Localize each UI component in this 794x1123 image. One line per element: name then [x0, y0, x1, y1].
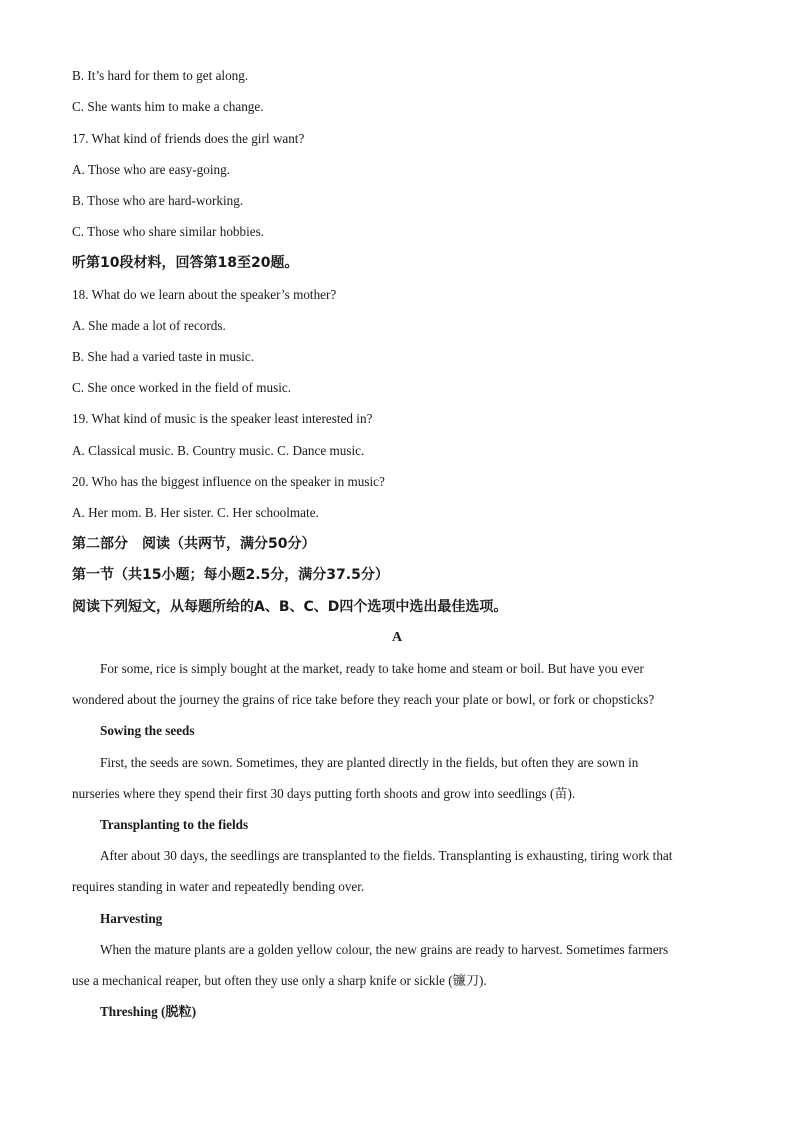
subheading-harvesting: Harvesting	[100, 911, 163, 926]
paragraph-harvesting-line-1: When the mature plants are a golden yellow colour, the new grains are ready to harvest. Sometimes farmers	[100, 942, 669, 957]
option-16b: B. It’s hard for them to get along.	[72, 68, 249, 83]
question-20: 20. Who has the biggest influence on the speaker in music?	[72, 474, 385, 489]
options-19: A. Classical music. B. Country music. C. Dance music.	[72, 443, 365, 458]
option-16c: C. She wants him to make a change.	[72, 99, 264, 114]
passage-letter: A	[391, 630, 403, 645]
reading-instruction: 阅读下列短文，从每题所给的A、B、C、D四个选项中选出最佳选项。	[72, 599, 508, 615]
subheading-sowing: Sowing the seeds	[100, 723, 195, 738]
paragraph-intro-line-1: For some, rice is simply bought at the market, ready to take home and steam or boil. But have you ever	[100, 661, 644, 676]
part-two-heading: 第二部分 阅读（共两节，满分50分）	[72, 536, 316, 552]
subheading-transplanting: Transplanting to the fields	[100, 817, 249, 832]
paragraph-intro-line-2: wondered about the journey the grains of rice take before they reach your plate or bowl, or fork or chopsticks?	[72, 692, 655, 707]
paragraph-sowing-line-2: nurseries where they spend their first 30 days putting forth shoots and grow into seedlings (苗).	[72, 786, 576, 801]
option-18a: A. She made a lot of records.	[72, 318, 226, 333]
option-18b: B. She had a varied taste in music.	[72, 349, 255, 364]
question-18: 18. What do we learn about the speaker’s mother?	[72, 287, 337, 302]
option-17b: B. Those who are hard-working.	[72, 193, 244, 208]
paragraph-transplanting-line-2: requires standing in water and repeatedly bending over.	[72, 879, 365, 894]
options-20: A. Her mom. B. Her sister. C. Her schoolmate.	[72, 505, 319, 520]
paragraph-transplanting-line-1: After about 30 days, the seedlings are transplanted to the fields. Transplanting is exhausting, tiring work that	[100, 848, 673, 863]
subheading-threshing: Threshing (脱粒)	[100, 1004, 197, 1019]
question-17: 17. What kind of friends does the girl want?	[72, 131, 305, 146]
option-17a: A. Those who are easy-going.	[72, 162, 230, 177]
option-17c: C. Those who share similar hobbies.	[72, 224, 265, 239]
option-18c: C. She once worked in the field of music.	[72, 380, 292, 395]
paragraph-sowing-line-1: First, the seeds are sown. Sometimes, they are planted directly in the fields, but often they are sown in	[100, 755, 639, 770]
section-instruction-10: 听第10段材料，回答第18至20题。	[72, 255, 299, 271]
section-one-heading: 第一节（共15小题；每小题2.5分，满分37.5分）	[72, 567, 389, 583]
paragraph-harvesting-line-2: use a mechanical reaper, but often they use only a sharp knife or sickle (镰刀).	[72, 973, 487, 988]
question-19: 19. What kind of music is the speaker least interested in?	[72, 411, 373, 426]
